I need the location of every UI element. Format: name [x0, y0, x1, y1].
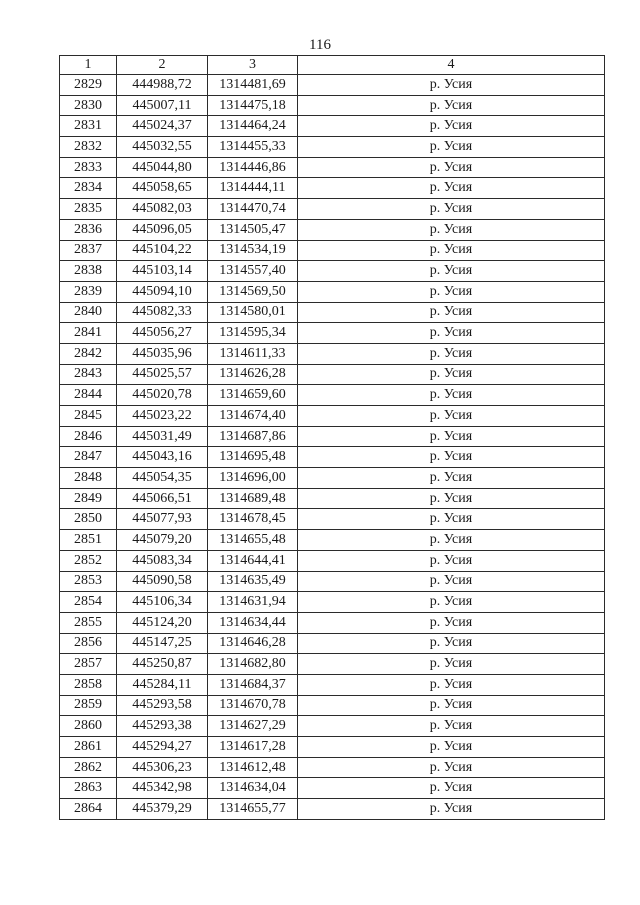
- object-name-cell: р. Усия: [298, 385, 605, 406]
- table-row: [60, 695, 605, 716]
- x-coordinate-cell: 445124,20: [117, 612, 208, 633]
- x-coordinate-cell: 445079,20: [117, 530, 208, 551]
- point-number-cell: 2837: [60, 240, 117, 261]
- point-number-cell: 2835: [60, 199, 117, 220]
- y-coordinate-cell: 1314689,48: [208, 488, 298, 509]
- y-coordinate-cell: 1314659,60: [208, 385, 298, 406]
- object-name-cell: р. Усия: [298, 799, 605, 820]
- y-coordinate-cell: 1314626,28: [208, 364, 298, 385]
- x-coordinate-cell: 445058,65: [117, 178, 208, 199]
- table-row: [60, 199, 605, 220]
- y-coordinate-cell: 1314644,41: [208, 550, 298, 571]
- y-coordinate-cell: 1314695,48: [208, 447, 298, 468]
- point-number-cell: 2856: [60, 633, 117, 654]
- object-name-cell: р. Усия: [298, 737, 605, 758]
- object-name-cell: р. Усия: [298, 199, 605, 220]
- object-name-cell: р. Усия: [298, 654, 605, 675]
- object-name-cell: р. Усия: [298, 261, 605, 282]
- point-number-cell: 2851: [60, 530, 117, 551]
- x-coordinate-cell: 445293,58: [117, 695, 208, 716]
- x-coordinate-cell: 445306,23: [117, 757, 208, 778]
- y-coordinate-cell: 1314481,69: [208, 75, 298, 96]
- point-number-cell: 2848: [60, 468, 117, 489]
- y-coordinate-cell: 1314684,37: [208, 674, 298, 695]
- object-name-cell: р. Усия: [298, 95, 605, 116]
- point-number-cell: 2855: [60, 612, 117, 633]
- table-row: [60, 654, 605, 675]
- point-number-cell: 2839: [60, 281, 117, 302]
- x-coordinate-cell: 445024,37: [117, 116, 208, 137]
- y-coordinate-cell: 1314682,80: [208, 654, 298, 675]
- x-coordinate-cell: 445106,34: [117, 592, 208, 613]
- object-name-cell: р. Усия: [298, 343, 605, 364]
- point-number-cell: 2857: [60, 654, 117, 675]
- point-number-cell: 2860: [60, 716, 117, 737]
- column-header-1: 1: [60, 56, 117, 75]
- object-name-cell: р. Усия: [298, 447, 605, 468]
- table-row: [60, 219, 605, 240]
- x-coordinate-cell: 445077,93: [117, 509, 208, 530]
- y-coordinate-cell: 1314670,78: [208, 695, 298, 716]
- table-row: [60, 633, 605, 654]
- table-row: [60, 799, 605, 820]
- y-coordinate-cell: 1314464,24: [208, 116, 298, 137]
- x-coordinate-cell: 445066,51: [117, 488, 208, 509]
- x-coordinate-cell: 445043,16: [117, 447, 208, 468]
- x-coordinate-cell: 445284,11: [117, 674, 208, 695]
- object-name-cell: р. Усия: [298, 157, 605, 178]
- table-body: [60, 75, 605, 820]
- table-row: [60, 674, 605, 695]
- object-name-cell: р. Усия: [298, 695, 605, 716]
- object-name-cell: р. Усия: [298, 571, 605, 592]
- object-name-cell: р. Усия: [298, 509, 605, 530]
- x-coordinate-cell: 445147,25: [117, 633, 208, 654]
- x-coordinate-cell: 445083,34: [117, 550, 208, 571]
- point-number-cell: 2853: [60, 571, 117, 592]
- point-number-cell: 2838: [60, 261, 117, 282]
- x-coordinate-cell: 445379,29: [117, 799, 208, 820]
- y-coordinate-cell: 1314611,33: [208, 343, 298, 364]
- table-row: [60, 757, 605, 778]
- object-name-cell: р. Усия: [298, 75, 605, 96]
- y-coordinate-cell: 1314595,34: [208, 323, 298, 344]
- table-row: [60, 447, 605, 468]
- point-number-cell: 2836: [60, 219, 117, 240]
- point-number-cell: 2847: [60, 447, 117, 468]
- y-coordinate-cell: 1314634,44: [208, 612, 298, 633]
- object-name-cell: р. Усия: [298, 488, 605, 509]
- table-row: [60, 716, 605, 737]
- y-coordinate-cell: 1314612,48: [208, 757, 298, 778]
- point-number-cell: 2862: [60, 757, 117, 778]
- x-coordinate-cell: 445250,87: [117, 654, 208, 675]
- column-header-4: 4: [298, 56, 605, 75]
- table-row: [60, 778, 605, 799]
- object-name-cell: р. Усия: [298, 240, 605, 261]
- table-row: [60, 240, 605, 261]
- table-row: [60, 116, 605, 137]
- table-row: [60, 157, 605, 178]
- table-row: [60, 261, 605, 282]
- table-row: [60, 737, 605, 758]
- object-name-cell: р. Усия: [298, 281, 605, 302]
- y-coordinate-cell: 1314646,28: [208, 633, 298, 654]
- table-row: [60, 406, 605, 427]
- y-coordinate-cell: 1314534,19: [208, 240, 298, 261]
- point-number-cell: 2864: [60, 799, 117, 820]
- y-coordinate-cell: 1314627,29: [208, 716, 298, 737]
- y-coordinate-cell: 1314696,00: [208, 468, 298, 489]
- x-coordinate-cell: 445294,27: [117, 737, 208, 758]
- x-coordinate-cell: 445104,22: [117, 240, 208, 261]
- point-number-cell: 2829: [60, 75, 117, 96]
- object-name-cell: р. Усия: [298, 178, 605, 199]
- x-coordinate-cell: 445044,80: [117, 157, 208, 178]
- page-number: 116: [309, 37, 331, 53]
- table-row: [60, 550, 605, 571]
- table-row: [60, 385, 605, 406]
- x-coordinate-cell: 445056,27: [117, 323, 208, 344]
- x-coordinate-cell: 445342,98: [117, 778, 208, 799]
- x-coordinate-cell: 445032,55: [117, 137, 208, 158]
- coordinates-table: [59, 55, 605, 820]
- object-name-cell: р. Усия: [298, 550, 605, 571]
- point-number-cell: 2840: [60, 302, 117, 323]
- x-coordinate-cell: 445054,35: [117, 468, 208, 489]
- x-coordinate-cell: 445293,38: [117, 716, 208, 737]
- table-row: [60, 509, 605, 530]
- y-coordinate-cell: 1314635,49: [208, 571, 298, 592]
- table-row: [60, 323, 605, 344]
- object-name-cell: р. Усия: [298, 219, 605, 240]
- y-coordinate-cell: 1314655,77: [208, 799, 298, 820]
- object-name-cell: р. Усия: [298, 364, 605, 385]
- object-name-cell: р. Усия: [298, 530, 605, 551]
- table-row: [60, 530, 605, 551]
- table-row: [60, 75, 605, 96]
- x-coordinate-cell: 445035,96: [117, 343, 208, 364]
- object-name-cell: р. Усия: [298, 406, 605, 427]
- y-coordinate-cell: 1314674,40: [208, 406, 298, 427]
- object-name-cell: р. Усия: [298, 778, 605, 799]
- point-number-cell: 2830: [60, 95, 117, 116]
- table-row: [60, 571, 605, 592]
- point-number-cell: 2849: [60, 488, 117, 509]
- object-name-cell: р. Усия: [298, 592, 605, 613]
- y-coordinate-cell: 1314455,33: [208, 137, 298, 158]
- point-number-cell: 2845: [60, 406, 117, 427]
- x-coordinate-cell: 445025,57: [117, 364, 208, 385]
- object-name-cell: р. Усия: [298, 426, 605, 447]
- point-number-cell: 2854: [60, 592, 117, 613]
- y-coordinate-cell: 1314678,45: [208, 509, 298, 530]
- table-header-row: [60, 56, 605, 75]
- table-row: [60, 612, 605, 633]
- point-number-cell: 2834: [60, 178, 117, 199]
- y-coordinate-cell: 1314557,40: [208, 261, 298, 282]
- object-name-cell: р. Усия: [298, 302, 605, 323]
- table-row: [60, 178, 605, 199]
- table-row: [60, 343, 605, 364]
- y-coordinate-cell: 1314444,11: [208, 178, 298, 199]
- x-coordinate-cell: 445082,33: [117, 302, 208, 323]
- y-coordinate-cell: 1314505,47: [208, 219, 298, 240]
- point-number-cell: 2841: [60, 323, 117, 344]
- point-number-cell: 2852: [60, 550, 117, 571]
- object-name-cell: р. Усия: [298, 757, 605, 778]
- column-header-3: 3: [208, 56, 298, 75]
- x-coordinate-cell: 445082,03: [117, 199, 208, 220]
- point-number-cell: 2831: [60, 116, 117, 137]
- x-coordinate-cell: 445031,49: [117, 426, 208, 447]
- object-name-cell: р. Усия: [298, 137, 605, 158]
- point-number-cell: 2832: [60, 137, 117, 158]
- point-number-cell: 2842: [60, 343, 117, 364]
- y-coordinate-cell: 1314446,86: [208, 157, 298, 178]
- object-name-cell: р. Усия: [298, 674, 605, 695]
- x-coordinate-cell: 445103,14: [117, 261, 208, 282]
- x-coordinate-cell: 445020,78: [117, 385, 208, 406]
- y-coordinate-cell: 1314475,18: [208, 95, 298, 116]
- x-coordinate-cell: 445096,05: [117, 219, 208, 240]
- x-coordinate-cell: 445023,22: [117, 406, 208, 427]
- object-name-cell: р. Усия: [298, 468, 605, 489]
- object-name-cell: р. Усия: [298, 716, 605, 737]
- table-row: [60, 95, 605, 116]
- table-row: [60, 468, 605, 489]
- point-number-cell: 2844: [60, 385, 117, 406]
- point-number-cell: 2846: [60, 426, 117, 447]
- y-coordinate-cell: 1314634,04: [208, 778, 298, 799]
- point-number-cell: 2833: [60, 157, 117, 178]
- y-coordinate-cell: 1314687,86: [208, 426, 298, 447]
- point-number-cell: 2850: [60, 509, 117, 530]
- object-name-cell: р. Усия: [298, 323, 605, 344]
- x-coordinate-cell: 445007,11: [117, 95, 208, 116]
- column-header-2: 2: [117, 56, 208, 75]
- table-row: [60, 592, 605, 613]
- table-row: [60, 137, 605, 158]
- table-row: [60, 281, 605, 302]
- object-name-cell: р. Усия: [298, 612, 605, 633]
- object-name-cell: р. Усия: [298, 633, 605, 654]
- table-row: [60, 364, 605, 385]
- table-row: [60, 426, 605, 447]
- point-number-cell: 2859: [60, 695, 117, 716]
- y-coordinate-cell: 1314631,94: [208, 592, 298, 613]
- point-number-cell: 2863: [60, 778, 117, 799]
- table-row: [60, 302, 605, 323]
- point-number-cell: 2843: [60, 364, 117, 385]
- point-number-cell: 2861: [60, 737, 117, 758]
- x-coordinate-cell: 445090,58: [117, 571, 208, 592]
- object-name-cell: р. Усия: [298, 116, 605, 137]
- y-coordinate-cell: 1314617,28: [208, 737, 298, 758]
- table-row: [60, 488, 605, 509]
- point-number-cell: 2858: [60, 674, 117, 695]
- y-coordinate-cell: 1314470,74: [208, 199, 298, 220]
- y-coordinate-cell: 1314580,01: [208, 302, 298, 323]
- x-coordinate-cell: 444988,72: [117, 75, 208, 96]
- y-coordinate-cell: 1314569,50: [208, 281, 298, 302]
- y-coordinate-cell: 1314655,48: [208, 530, 298, 551]
- x-coordinate-cell: 445094,10: [117, 281, 208, 302]
